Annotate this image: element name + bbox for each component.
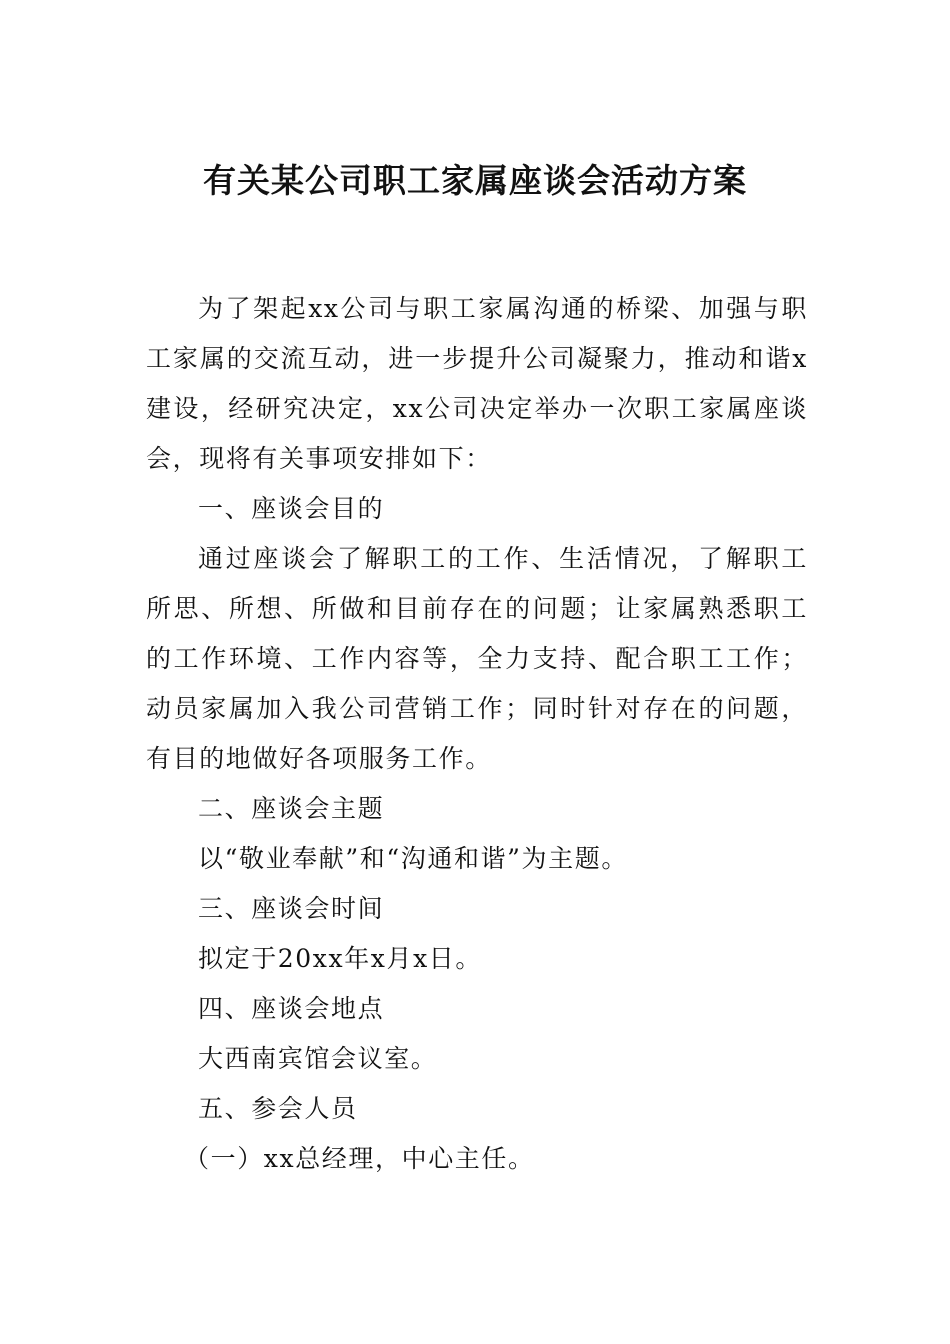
section-5-heading: 五、参会人员 <box>198 1094 358 1123</box>
section-4-heading: 四、座谈会地点 <box>198 994 385 1023</box>
section-1-body: 通过座谈会了解职工的工作、生活情况，了解职工所思、所想、所做和目前存在的问题；让家属熟悉职工的工作环境、工作内容等，全力支持、配合职工工作；动员家属加入我公司营销工作；同时针对存在的问题，有目的地做好各项服务工作。 <box>146 544 808 773</box>
section-4-body: 大西南宾馆会议室。 <box>198 1044 438 1073</box>
document-body <box>146 284 808 1184</box>
section-2-body: 以“敬业奉献”和“沟通和谐”为主题。 <box>198 844 628 873</box>
section-1-heading: 一、座谈会目的 <box>198 494 385 523</box>
document-title: 有关某公司职工家属座谈会活动方案 <box>203 161 747 200</box>
section-3-heading: 三、座谈会时间 <box>198 894 385 923</box>
section-5-item-1: （一）xx总经理，中心主任。 <box>184 1144 535 1173</box>
intro-paragraph: 为了架起xx公司与职工家属沟通的桥梁、加强与职工家属的交流互动，进一步提升公司凝聚力，推动和谐x建设，经研究决定，xx公司决定举办一次职工家属座谈会，现将有关事项安排如下： <box>146 294 808 473</box>
section-3-body: 拟定于20xx年x月x日。 <box>198 944 483 973</box>
section-2-heading: 二、座谈会主题 <box>198 794 385 823</box>
